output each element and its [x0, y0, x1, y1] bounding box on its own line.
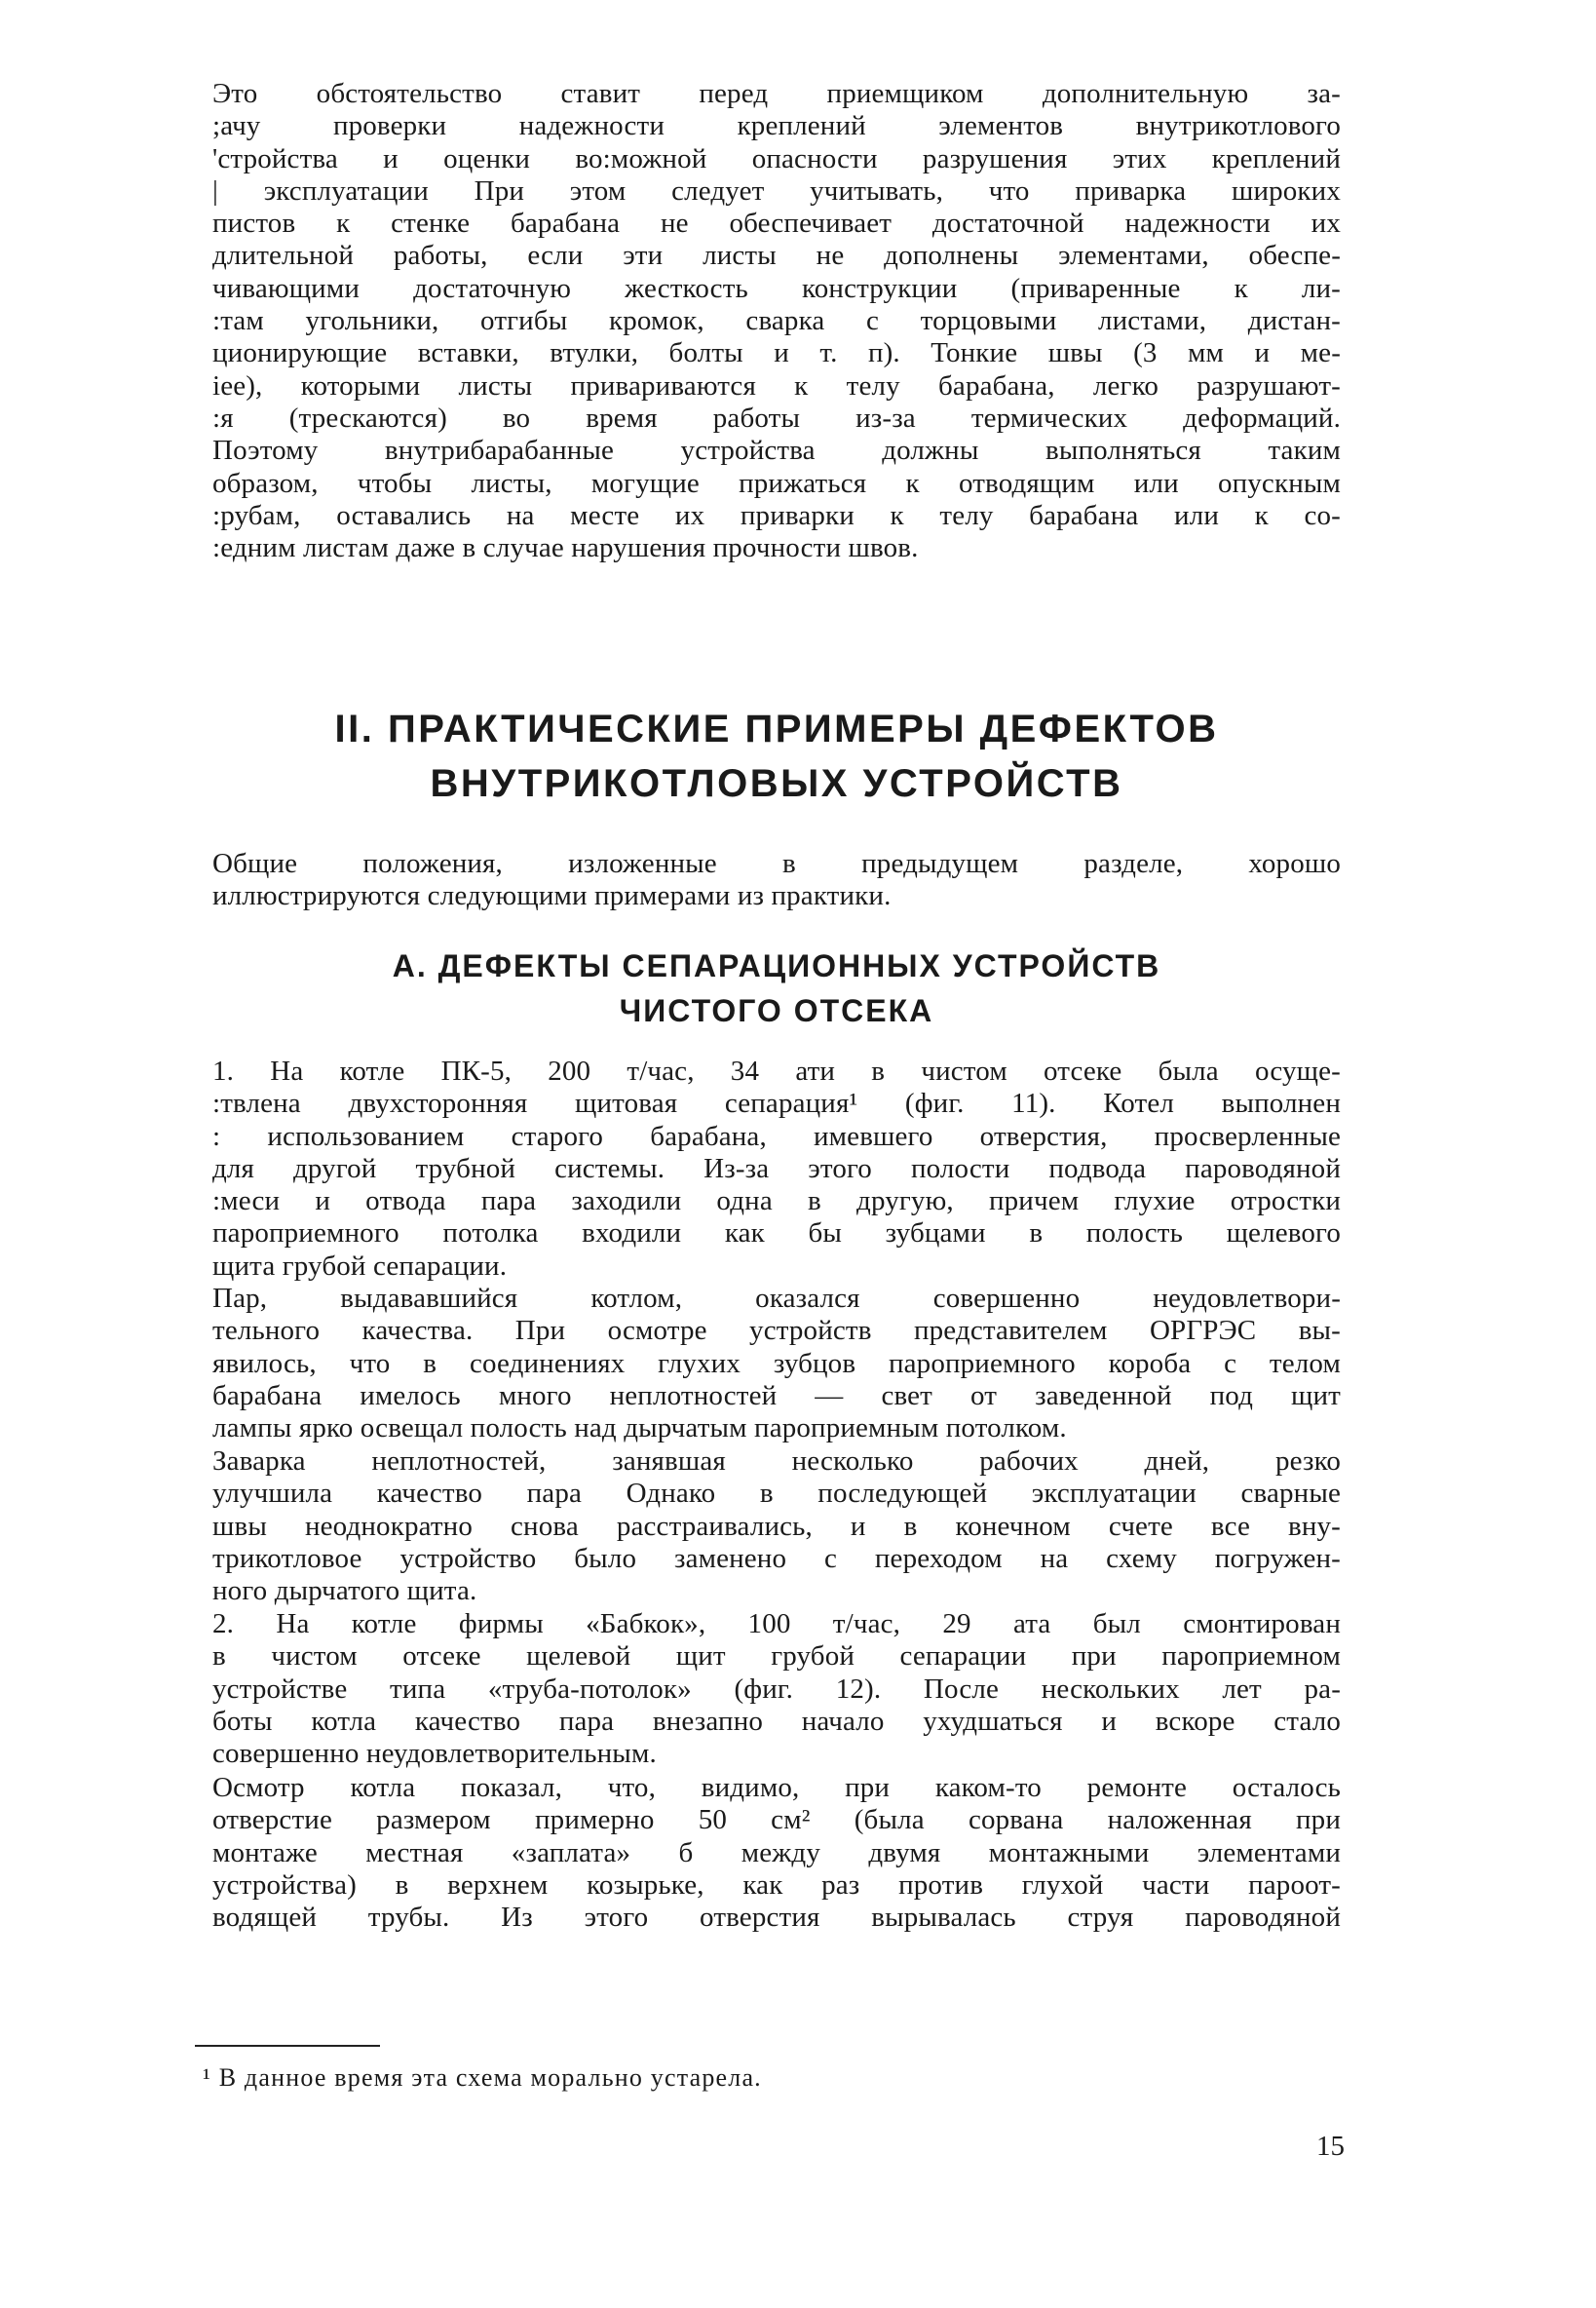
text-line: :я (трескаются) во время работы из-за термических деформаций.	[212, 402, 1341, 434]
subsection-heading-line: А. ДЕФЕКТЫ СЕПАРАЦИОННЫХ УСТРОЙСТВ	[392, 948, 1161, 983]
text-line: улучшила качество пара Однако в последующей эксплуатации сварные	[212, 1478, 1341, 1510]
text-line: | эксплуатации При этом следует учитывать, что приварка широких	[212, 174, 1341, 207]
footnote-separator	[195, 2045, 380, 2047]
text-line: трикотловое устройство было заменено с переходом на схему погружен-	[212, 1542, 1341, 1574]
text-line: Это обстоятельство ставит перед приемщиком дополнительную за-	[212, 78, 1341, 109]
text-line: образом, чтобы листы, могущие прижаться к отводящим или опускным	[212, 467, 1341, 499]
text-line: 2. На котле фирмы «Бабкок», 100 т/час, 29 ата был смонтирован	[212, 1608, 1341, 1639]
paragraph-3	[212, 1056, 1341, 1283]
text-line: :рубам, оставались на месте их приварки к телу барабана или к со-	[212, 499, 1341, 531]
text-line: монтаже местная «заплата» б между двумя монтажными элементами	[212, 1836, 1341, 1868]
text-line: барабана имелось много неплотностей — свет от заведенной под щит	[212, 1379, 1341, 1411]
text-line: :твлена двухсторонняя щитовая сепарация¹ (фиг. 11). Котел выполнен	[212, 1088, 1341, 1120]
section-heading-line: ВНУТРИКОТЛОВЫХ УСТРОЙСТВ	[430, 762, 1123, 805]
text-line: чивающими достаточную жесткость конструкции (приваренные к ли-	[212, 272, 1341, 304]
text-line: пистов к стенке барабана не обеспечивает достаточной надежности их	[212, 208, 1341, 240]
subsection-heading	[212, 943, 1341, 1033]
text-line: 'стройства и оценки во:можной опасности разрушения этих креплений	[212, 142, 1341, 174]
text-line: 1. На котле ПК-5, 200 т/час, 34 ати в чистом отсеке была осуще-	[212, 1056, 1341, 1087]
text-line: швы неоднократно снова расстраивались, и в конечном счете все вну-	[212, 1510, 1341, 1542]
paragraph-5	[212, 1445, 1341, 1607]
text-line: устройства) в верхнем козырьке, как раз против глухой части пароот-	[212, 1868, 1341, 1901]
text-line: :едним листам даже в случае нарушения прочности швов.	[212, 532, 919, 564]
text-line: :там угольники, отгибы кромок, сварка с торцовыми листами, дистан-	[212, 305, 1341, 337]
text-line: Заварка неплотностей, занявшая несколько рабочих дней, резко	[212, 1445, 1341, 1477]
text-line: Поэтому внутрибарабанные устройства должны выполняться таким	[212, 435, 1341, 467]
text-line: отверстие размером примерно 50 см² (была сорвана наложенная при	[212, 1804, 1341, 1836]
subsection-heading-line: ЧИСТОГО ОТСЕКА	[619, 993, 934, 1028]
text-line: щита грубой сепарации.	[212, 1250, 508, 1282]
footnote: ¹ В данное время эта схема морально устарела.	[203, 2063, 762, 2092]
text-line: для другой трубной системы. Из-за этого полости подвода пароводяной	[212, 1152, 1341, 1184]
text-line: : использованием старого барабана, имевшего отверстия, просверленные	[212, 1120, 1341, 1152]
text-line: ционирующие вставки, втулки, болты и т. п). Тонкие швы (3 мм и ме-	[212, 337, 1341, 369]
paragraph-4	[212, 1283, 1341, 1444]
paragraph-7	[212, 1772, 1341, 1934]
text-line: явилось, что в соединениях глухих зубцов пароприемного короба с телом	[212, 1347, 1341, 1379]
text-line: в чистом отсеке щелевой щит грубой сепарации при пароприемном	[212, 1640, 1341, 1673]
text-line: иллюстрируются следующими примерами из практики.	[212, 880, 892, 912]
text-line: ного дырчатого щита.	[212, 1575, 477, 1607]
text-line: iее), которыми листы привариваются к телу барабана, легко разрушают-	[212, 369, 1341, 402]
text-line: пароприемного потолка входили как бы зубцами в полость щелевого	[212, 1217, 1341, 1250]
text-line: :меси и отвода пара заходили одна в другую, причем глухие отростки	[212, 1185, 1341, 1217]
text-line: устройстве типа «труба-потолок» (фиг. 12). После нескольких лет ра-	[212, 1673, 1341, 1705]
text-line: лампы ярко освещал полость над дырчатым пароприемным потолком.	[212, 1412, 1067, 1444]
text-line: боты котла качество пара внезапно начало ухудшаться и вскоре стало	[212, 1705, 1341, 1737]
section-heading	[212, 702, 1341, 811]
paragraph-1	[212, 78, 1341, 564]
paragraph-2	[212, 848, 1341, 913]
section-heading-line: II. ПРАКТИЧЕСКИЕ ПРИМЕРЫ ДЕФЕКТОВ	[334, 708, 1219, 750]
text-line: Пар, выдававшийся котлом, оказался совершенно неудовлетвори-	[212, 1283, 1341, 1314]
text-line: водящей трубы. Из этого отверстия вырывалась струя пароводяной	[212, 1902, 1341, 1934]
text-line: ;ачу проверки надежности креплений элементов внутрикотлового	[212, 110, 1341, 142]
page-number: 15	[1316, 2131, 1345, 2162]
text-line: совершенно неудовлетворительным.	[212, 1738, 657, 1770]
text-line: Общие положения, изложенные в предыдущем разделе, хорошо	[212, 848, 1341, 879]
text-line: длительной работы, если эти листы не дополнены элементами, обеспе-	[212, 240, 1341, 272]
text-line: Осмотр котла показал, что, видимо, при каком-то ремонте осталось	[212, 1772, 1341, 1803]
text-line: тельного качества. При осмотре устройств представителем ОРГРЭС вы-	[212, 1315, 1341, 1347]
paragraph-6	[212, 1608, 1341, 1770]
